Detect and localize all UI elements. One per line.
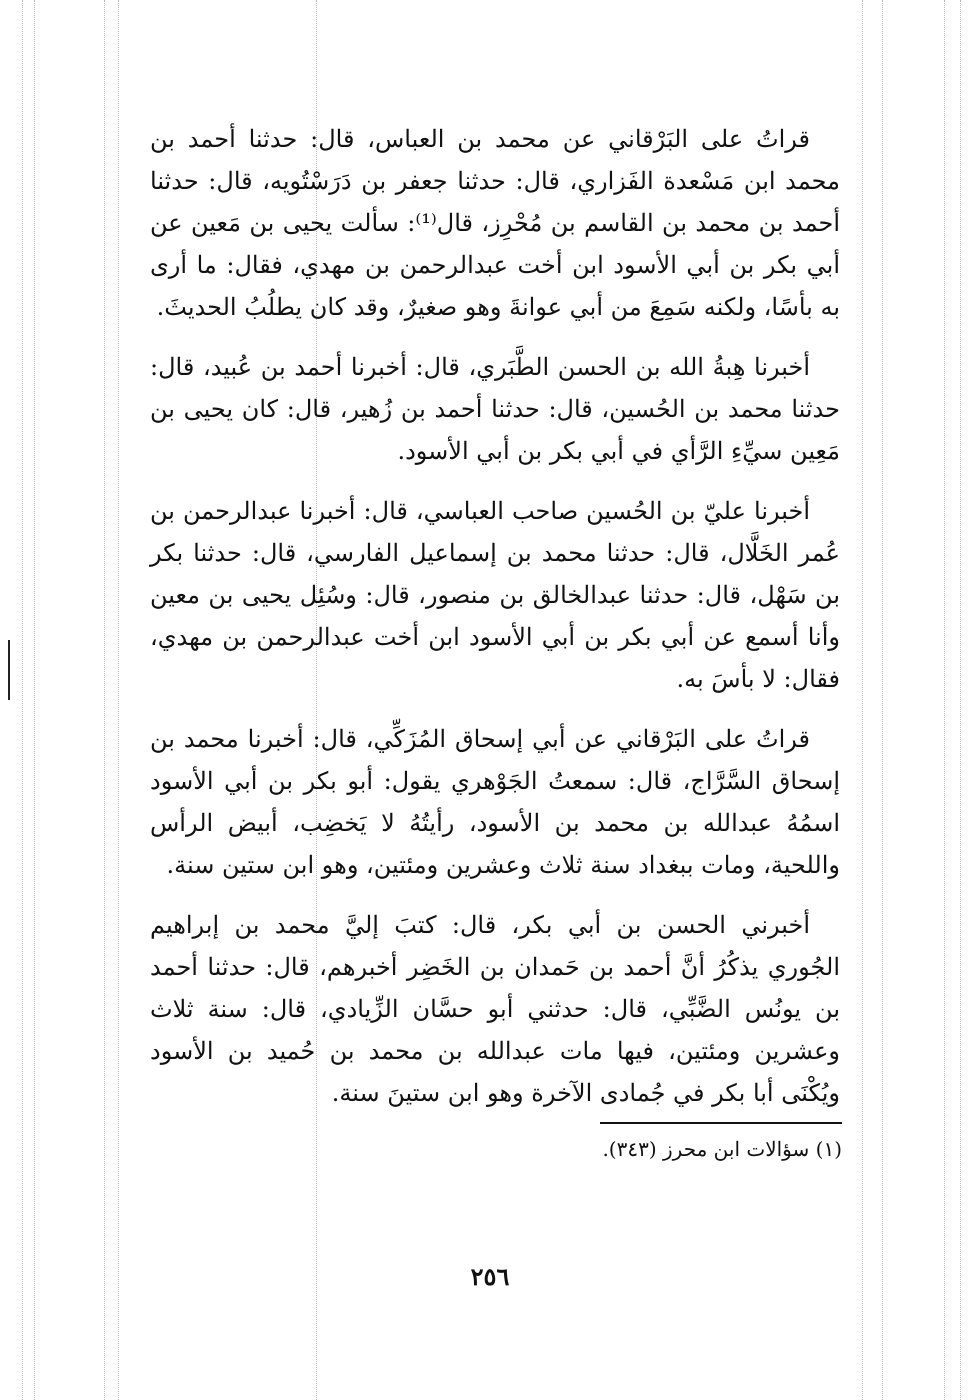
scan-guide-line xyxy=(118,0,119,1400)
scan-guide-line xyxy=(104,0,105,1400)
paragraph: قراتُ على البَرْقاني عن أبي إسحاق المُزَكِّي، قال: أخبرنا محمد بن إسحاق السَّرَّاج، قال: سمعتُ الجَوْهري يقول: أبو بكر بن أبي الأسود اسمُهُ عبدالله بن محمد بن الأسود، رأيتُهُ لا يَخضِب، أبيض الرأس واللحية، ومات ببغداد سنة ثلاث وعشرين ومئتين، وهو ابن ستين سنة. xyxy=(150,725,840,879)
scan-guide-line xyxy=(862,0,863,1400)
paragraph: أخبرنا هِبةُ الله بن الحسن الطَّبَري، قال: أخبرنا أحمد بن عُبيد، قال: حدثنا محمد بن الحُسين، قال: حدثنا أحمد بن زُهير، قال: كان يحيى بن مَعِين سيِّءِ الرَّأي في أبي بكر بن أبي الأسود. xyxy=(150,353,840,465)
scan-guide-line xyxy=(944,0,945,1400)
page-number: ٢٥٦ xyxy=(470,1262,510,1291)
scan-guide-line xyxy=(960,0,961,1400)
scan-guide-line xyxy=(34,0,35,1400)
paragraph: قراتُ على البَرْقاني عن محمد بن العباس، قال: حدثنا أحمد بن محمد ابن مَسْعدة الفَزاري، قال: حدثنا جعفر بن دَرَسْتُويه، قال: حدثنا أحمد بن محمد بن القاسم بن مُحْرِز، قال⁽¹⁾: سألت يحيى بن مَعين عن أبي بكر بن أبي الأسود ابن أخت عبدالرحمن بن مهدي، فقال: ما أرى به بأسًا، ولكنه سَمِعَ من أبي عوانةَ وهو صغيرٌ، وقد كان يطلُبُ الحديثَ. xyxy=(150,125,841,321)
paragraph: أخبرني الحسن بن أبي بكر، قال: كتبَ إليَّ محمد بن إبراهيم الجُوري يذكُرُ أنَّ أحمد بن حَمدان بن الخَضِر أخبرهم، قال: حدثنا أحمد بن يونُس الضَّبِّي، قال: حدثني أبو حسَّان الزِّيادي، قال: سنة ثلاث وعشرين ومئتين، فيها مات عبدالله بن محمد بن حُميد بن الأسود ويُكْنَى أبا بكر في جُمادى الآخرة وهو ابن ستينَ سنة. xyxy=(150,911,841,1107)
margin-mark xyxy=(8,640,10,700)
page-body xyxy=(150,118,840,1132)
paragraph: أخبرنا عليّ بن الحُسين صاحب العباسي، قال: أخبرنا عبدالرحمن بن عُمر الخَلَّال، قال: حدثنا محمد بن إسماعيل الفارسي، قال: حدثنا بكر بن سَهْل، قال: حدثنا عبدالخالق بن منصور، قال: وسُئِل يحيى بن معين وأنا أسمع عن أبي بكر بن أبي الأسود ابن أخت عبدالرحمن بن مهدي، فقال: لا بأسَ به. xyxy=(150,497,840,693)
footnote: (١) سؤالات ابن محرز (٣٤٣). xyxy=(602,1137,842,1161)
footnote-separator xyxy=(600,1122,842,1124)
scan-guide-line xyxy=(882,0,883,1400)
scan-guide-line xyxy=(22,0,23,1400)
